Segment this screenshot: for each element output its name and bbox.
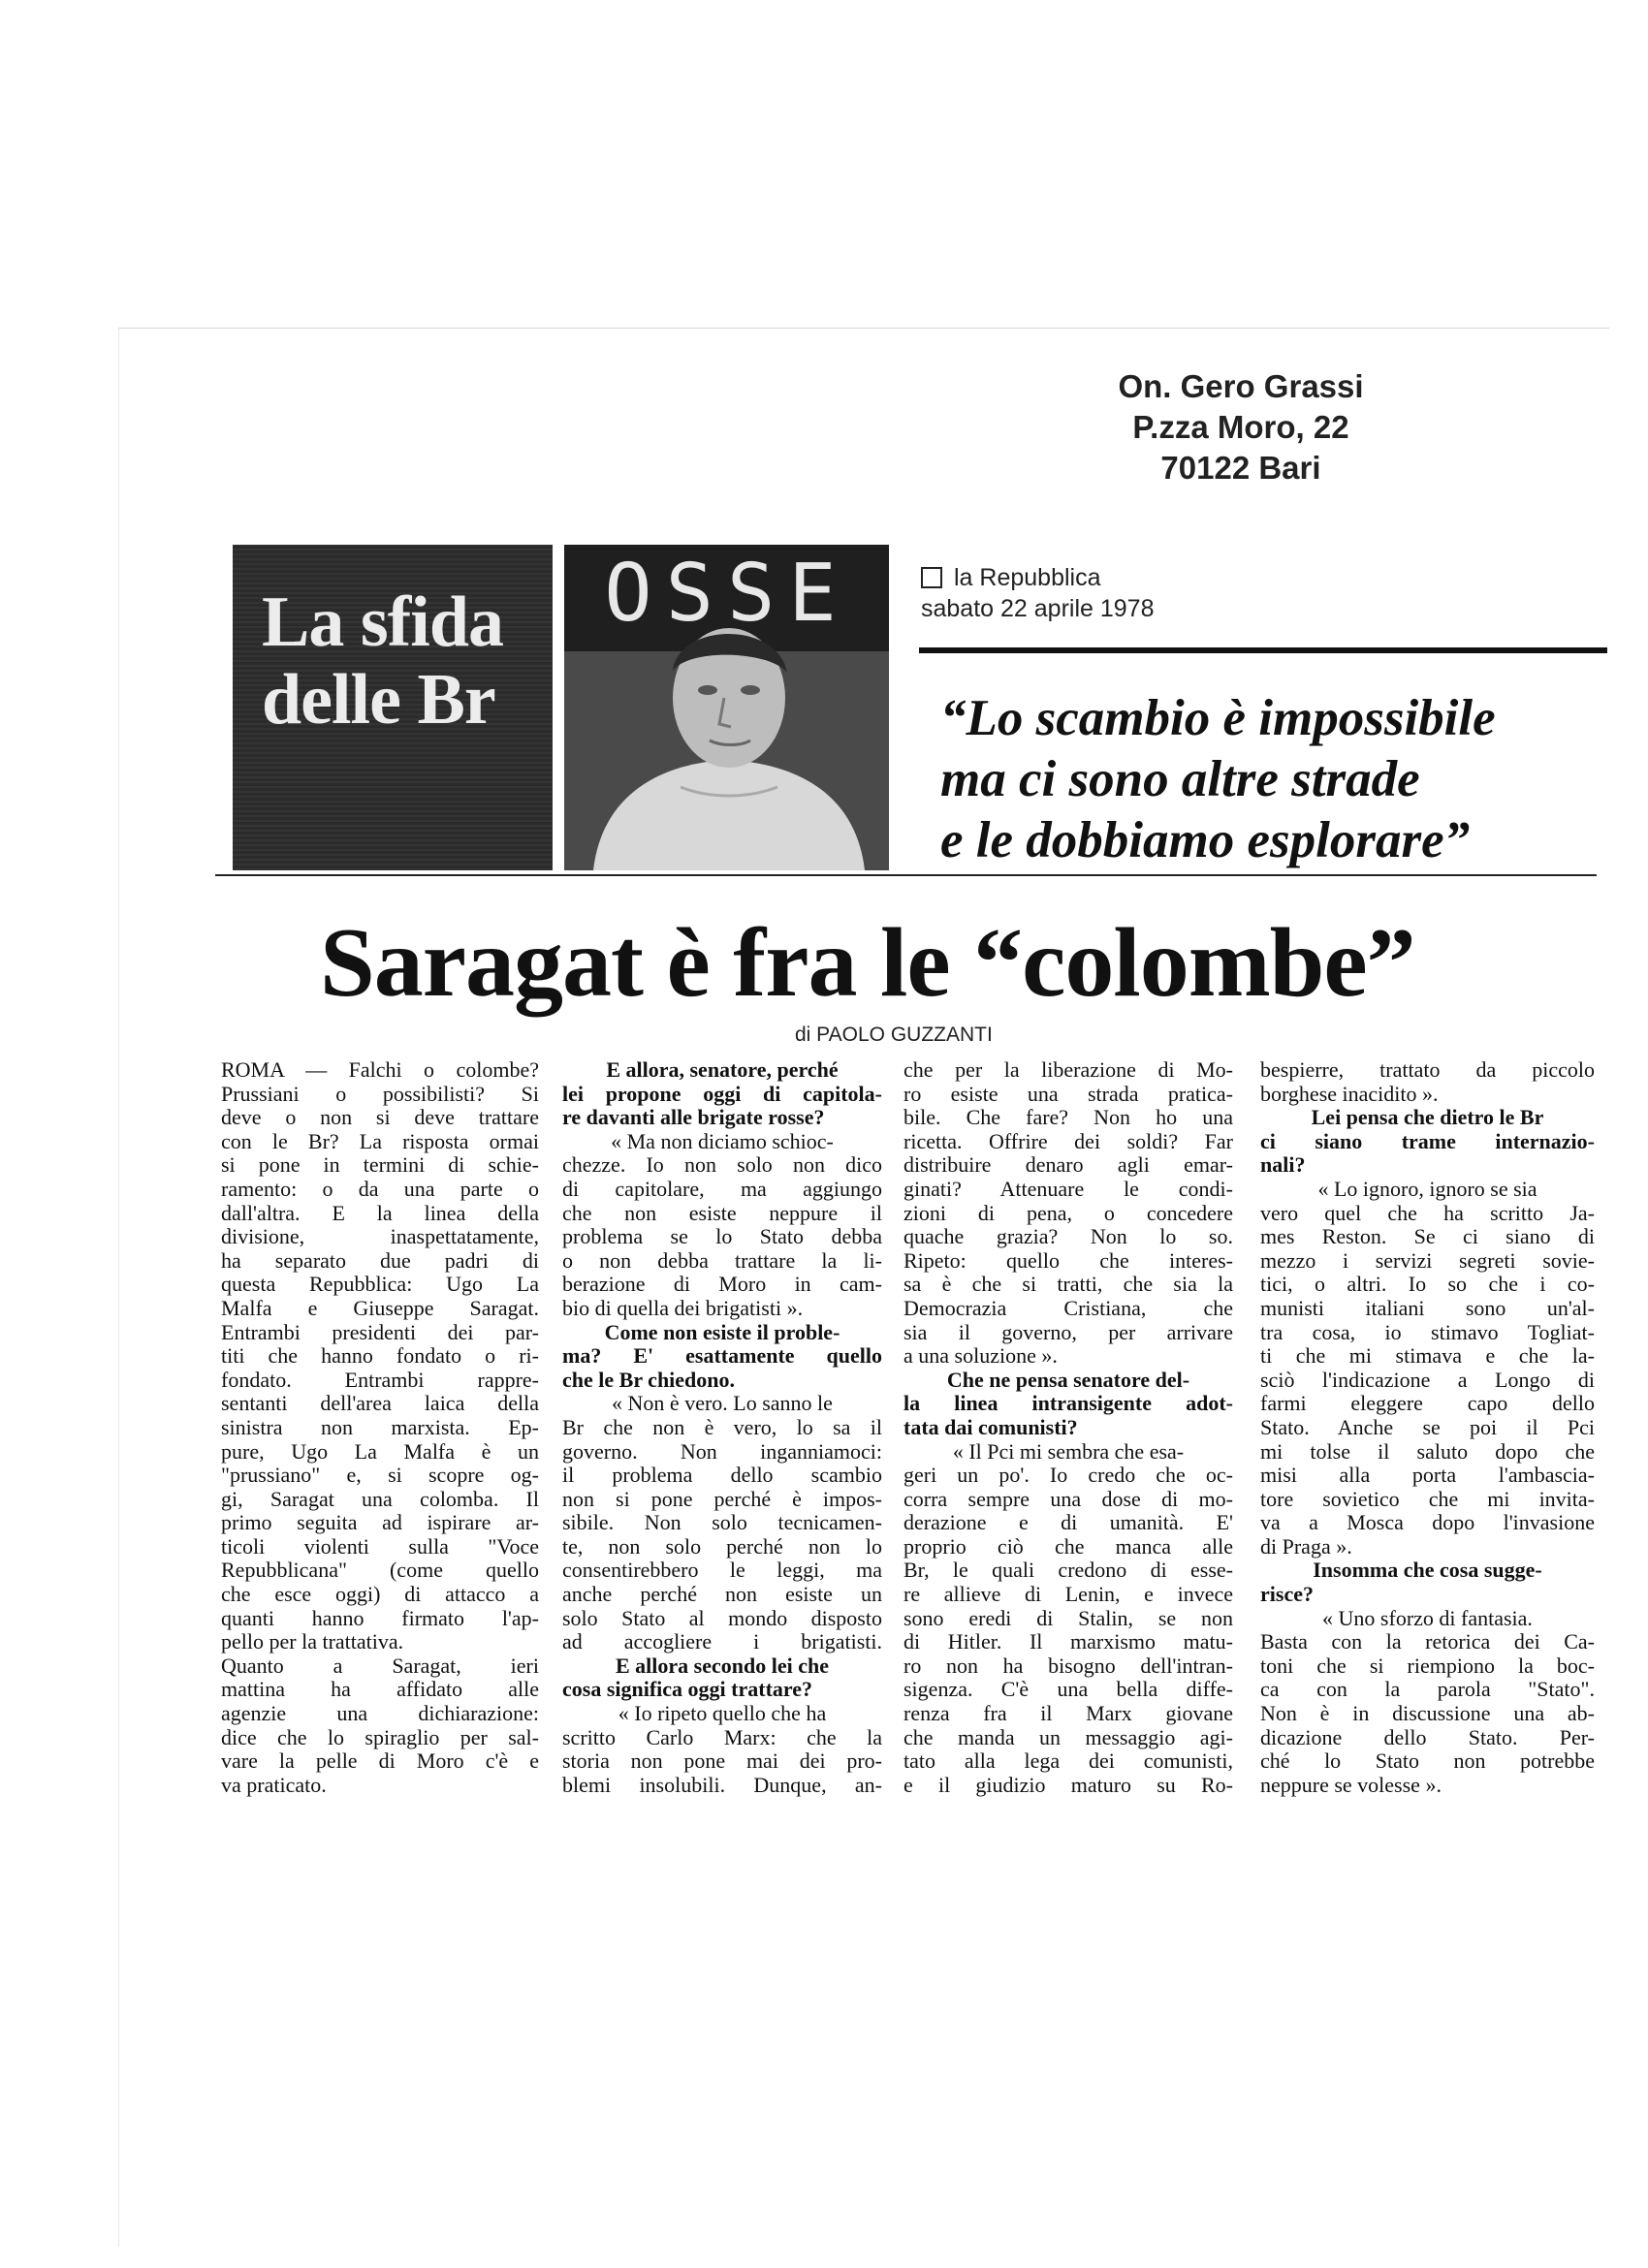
article-text-line: corra sempre una dose di mo- (903, 1486, 1233, 1511)
article-column-2 (562, 1058, 882, 1797)
clipping-sheet-left-edge (118, 328, 119, 2247)
series-title-line-2: delle Br (262, 660, 495, 740)
article-text-line: berazione di Moro in cam- (562, 1272, 882, 1297)
article-byline: di PAOLO GUZZANTI (795, 1024, 993, 1046)
article-text-line: farmi eleggere capo dello (1260, 1391, 1595, 1416)
article-text-line: "prussiano" e, si scopre og- (221, 1463, 539, 1488)
article-text-line: distribuire denaro agli emar- (903, 1152, 1233, 1178)
article-text-line: ROMA — Falchi o colombe? (221, 1057, 539, 1082)
article-text-line: o non debba trattare la li- (562, 1247, 882, 1273)
article-text-line: proprio ciò che manca alle (903, 1533, 1233, 1559)
article-text-line: nali? (1260, 1152, 1306, 1178)
article-text-line: lei propone oggi di capitola- (562, 1081, 882, 1106)
checkbox-icon (921, 567, 942, 588)
article-text-line: va praticato. (221, 1772, 327, 1797)
article-text-line: consentirebbero le leggi, ma (562, 1558, 882, 1583)
article-text-line: ricetta. Offrire dei soldi? Far (903, 1128, 1233, 1153)
article-text-line: scritto Carlo Marx: che la (562, 1724, 882, 1749)
article-text-line: sibile. Non solo tecnicamen- (562, 1510, 882, 1535)
article-column-4 (1260, 1058, 1595, 1797)
article-text-line: ro non ha bisogno dell'intran- (903, 1653, 1233, 1678)
article-text-line: sinistra non marxista. Ep- (221, 1414, 539, 1439)
article-text-line: tata dai comunisti? (903, 1414, 1078, 1439)
article-text-line: bespierre, trattato da piccolo (1260, 1057, 1595, 1082)
article-text-line: bile. Che fare? Non ho una (903, 1105, 1233, 1130)
article-text-line: dall'altra. E la linea della (221, 1200, 539, 1225)
article-text-line: va a Mosca dopo l'invasione (1260, 1510, 1595, 1535)
article-text-line: blemi insolubili. Dunque, an- (562, 1772, 882, 1797)
article-text-line: tra cosa, io stimavo Togliat- (1260, 1319, 1595, 1344)
article-text-line: geri un po'. Io credo che oc- (903, 1463, 1233, 1488)
article-text-line: munisti italiani sono un'al- (1260, 1295, 1595, 1320)
article-text-line: cosa significa oggi trattare? (562, 1677, 813, 1702)
article-text-line: ci siano trame internazio- (1260, 1128, 1595, 1153)
article-text-line: ha separato due padri di (221, 1247, 539, 1273)
article-text-line: solo Stato al mondo disposto (562, 1605, 882, 1630)
article-text-line: ché lo Stato non potrebbe (1260, 1748, 1595, 1774)
article-text-line: quache grazia? Non lo so. (903, 1224, 1233, 1249)
article-text-line: Entrambi presidenti dei par- (221, 1319, 539, 1344)
article-text-line: E allora secondo lei che (616, 1653, 829, 1678)
article-headline: Saragat è fra le “colombe” (320, 908, 1415, 1018)
article-text-line: « Uno sforzo di fantasia. (1322, 1605, 1533, 1630)
article-text-line: tore sovietico che mi invita- (1260, 1486, 1595, 1511)
article-text-line: Insomma che cosa sugge- (1313, 1558, 1542, 1583)
publication-info (921, 562, 1406, 624)
article-text-line: mes Reston. Se ci siano di (1260, 1224, 1595, 1249)
article-text-line: sentanti dell'area laica della (221, 1391, 539, 1416)
article-text-line: di capitolare, ma aggiungo (562, 1176, 882, 1201)
article-text-line: Repubblicana" (come quello (221, 1558, 539, 1583)
article-text-line: toni che si riempiono la boc- (1260, 1653, 1595, 1678)
letterhead-address (1028, 366, 1454, 488)
article-text-line: primo seguita ad ispirare ar- (221, 1510, 539, 1535)
article-text-line: Ripeto: quello che interes- (903, 1247, 1233, 1273)
article-text-line: re davanti alle brigate rosse? (562, 1105, 825, 1130)
article-text-line: dicazione dello Stato. Per- (1260, 1724, 1595, 1749)
article-text-line: « Ma non diciamo schioc- (611, 1128, 834, 1153)
article-text-line: Malfa e Giuseppe Saragat. (221, 1295, 539, 1320)
article-text-line: sigenza. C'è una bella diffe- (903, 1677, 1233, 1702)
article-text-line: vare la pelle di Moro c'è e (221, 1748, 539, 1774)
article-text-line: sciò l'indicazione a Longo di (1260, 1367, 1595, 1392)
article-text-line: Che ne pensa senatore del- (946, 1367, 1190, 1392)
article-text-line: deve o non si deve trattare (221, 1105, 539, 1130)
article-text-line: « Io ripeto quello che ha (618, 1701, 827, 1726)
article-text-line: chezze. Io non solo non dico (562, 1152, 882, 1178)
article-text-line: dice che lo spiraglio per sal- (221, 1724, 539, 1749)
moro-photo (564, 545, 889, 870)
article-text-line: non si pone perché è impos- (562, 1486, 882, 1511)
article-text-line: tici, o altri. Io so che i co- (1260, 1272, 1595, 1297)
article-text-line: derazione e di umanità. E' (903, 1510, 1233, 1535)
article-text-line: Basta con la retorica dei Ca- (1260, 1629, 1595, 1654)
article-text-line: Democrazia Cristiana, che (903, 1295, 1233, 1320)
article-text-line: sono eredi di Stalin, se non (903, 1605, 1233, 1630)
series-title-box (233, 545, 553, 870)
article-text-line: ma? E' esattamente quello (562, 1343, 882, 1369)
publication-date: sabato 22 aprile 1978 (921, 595, 1155, 622)
article-text-line: e il giudizio maturo su Ro- (903, 1772, 1233, 1797)
series-title-line-1: La sfida (262, 583, 504, 662)
article-text-line: ramento: o da una parte o (221, 1176, 539, 1201)
article-text-line: Non è in discussione una ab- (1260, 1701, 1595, 1726)
pull-quote-line-1: “Lo scambio è impossibile (940, 690, 1496, 746)
article-text-line: renza fra il Marx giovane (903, 1701, 1233, 1726)
article-text-line: agenzie una dichiarazione: (221, 1701, 539, 1726)
publication-name: la Repubblica (954, 564, 1101, 591)
article-text-line: neppure se volesse ». (1260, 1772, 1442, 1797)
pull-quote-line-3: e le dobbiamo esplorare” (940, 812, 1471, 868)
article-text-line: che manda un messaggio agi- (903, 1724, 1233, 1749)
article-text-line: mezzo i servizi segreti sovie- (1260, 1247, 1595, 1273)
article-text-line: che esce oggi) di attacco a (221, 1582, 539, 1607)
article-text-line: Stato. Anche se poi il Pci (1260, 1414, 1595, 1439)
article-text-line: ad accogliere i brigatisti. (562, 1629, 882, 1654)
article-text-line: titi che hanno fondato o ri- (221, 1343, 539, 1369)
pull-quote-line-2: ma ci sono altre strade (940, 751, 1420, 807)
article-text-line: zioni di pena, o concedere (903, 1200, 1233, 1225)
article-text-line: quanti hanno firmato l'ap- (221, 1605, 539, 1630)
article-text-line: che non esiste neppure il (562, 1200, 882, 1225)
article-text-line: te, non solo perché non lo (562, 1533, 882, 1559)
article-text-line: di Hitler. Il marxismo matu- (903, 1629, 1233, 1654)
article-text-line: re allieve di Lenin, e invece (903, 1582, 1233, 1607)
letterhead-name: On. Gero Grassi (1118, 368, 1364, 404)
article-column-1 (221, 1058, 539, 1797)
article-text-line: che per la liberazione di Mo- (903, 1057, 1233, 1082)
article-text-line: bio di quella dei brigatisti ». (562, 1295, 804, 1320)
photo-banner-text: OSSE (604, 548, 850, 640)
article-text-line: fondato. Entrambi rappre- (221, 1367, 539, 1392)
article-text-line: problema se lo Stato debba (562, 1224, 882, 1249)
header-rule (919, 647, 1607, 653)
article-text-line: storia non pone mai dei pro- (562, 1748, 882, 1774)
article-text-line: « Il Pci mi sembra che esa- (952, 1438, 1185, 1464)
article-text-line: « Non è vero. Lo sanno le (612, 1391, 833, 1416)
article-text-line: a una soluzione ». (903, 1343, 1058, 1369)
article-text-line: misi alla porta l'ambascia- (1260, 1463, 1595, 1488)
article-text-line: ti che mi stimava e che la- (1260, 1343, 1595, 1369)
article-text-line: sia il governo, per arrivare (903, 1319, 1233, 1344)
article-text-line: tato alla lega dei comunisti, (903, 1748, 1233, 1774)
article-text-line: si pone in termini di schie- (221, 1152, 539, 1178)
letterhead-street: P.zza Moro, 22 (1132, 409, 1349, 445)
article-text-line: E allora, senatore, perché (606, 1057, 839, 1082)
hostage-photo-illustration (564, 545, 889, 870)
article-text-line: « Lo ignoro, ignoro se sia (1317, 1176, 1537, 1201)
article-text-line: vero quel che ha scritto Ja- (1260, 1200, 1595, 1225)
article-text-line: che le Br chiedono. (562, 1367, 736, 1392)
article-text-line: mattina ha affidato alle (221, 1677, 539, 1702)
article-text-line: Br, le quali credono di esse- (903, 1558, 1233, 1583)
article-text-line: la linea intransigente adot- (903, 1391, 1233, 1416)
article-text-line: governo. Non inganniamoci: (562, 1438, 882, 1464)
clipping-sheet-edge (118, 328, 1609, 329)
article-text-line: questa Repubblica: Ugo La (221, 1272, 539, 1297)
article-text-line: Come non esiste il proble- (604, 1319, 840, 1344)
article-text-line: Br che non è vero, lo sa il (562, 1414, 882, 1439)
article-text-line: gi, Saragat una colomba. Il (221, 1486, 539, 1511)
letterhead-city: 70122 Bari (1160, 450, 1321, 486)
article-text-line: sa è che si tratti, che sia la (903, 1272, 1233, 1297)
article-text-line: borghese inacidito ». (1260, 1081, 1439, 1106)
article-text-line: con le Br? La risposta ormai (221, 1128, 539, 1153)
article-text-line: il problema dello scambio (562, 1463, 882, 1488)
article-text-line: anche perché non esiste un (562, 1582, 882, 1607)
article-text-line: ca con la parola "Stato". (1260, 1677, 1595, 1702)
article-text-line: pure, Ugo La Malfa è un (221, 1438, 539, 1464)
article-text-line: Lei pensa che dietro le Br (1311, 1105, 1544, 1130)
article-text-line: Prussiani o possibilisti? Si (221, 1081, 539, 1106)
article-text-line: ticoli violenti sulla "Voce (221, 1533, 539, 1559)
article-text-line: ginati? Attenuare le condi- (903, 1176, 1233, 1201)
headline-rule (215, 874, 1597, 876)
article-text-line: divisione, inaspettatamente, (221, 1224, 539, 1249)
article-text-line: mi tolse il saluto dopo che (1260, 1438, 1595, 1464)
article-text-line: pello per la trattativa. (221, 1629, 404, 1654)
pull-quote (940, 688, 1600, 871)
article-text-line: ro esiste una strada pratica- (903, 1081, 1233, 1106)
article-text-line: Quanto a Saragat, ieri (221, 1653, 539, 1678)
article-text-line: di Praga ». (1260, 1533, 1352, 1559)
article-column-3 (903, 1058, 1233, 1797)
article-text-line: risce? (1260, 1582, 1314, 1607)
